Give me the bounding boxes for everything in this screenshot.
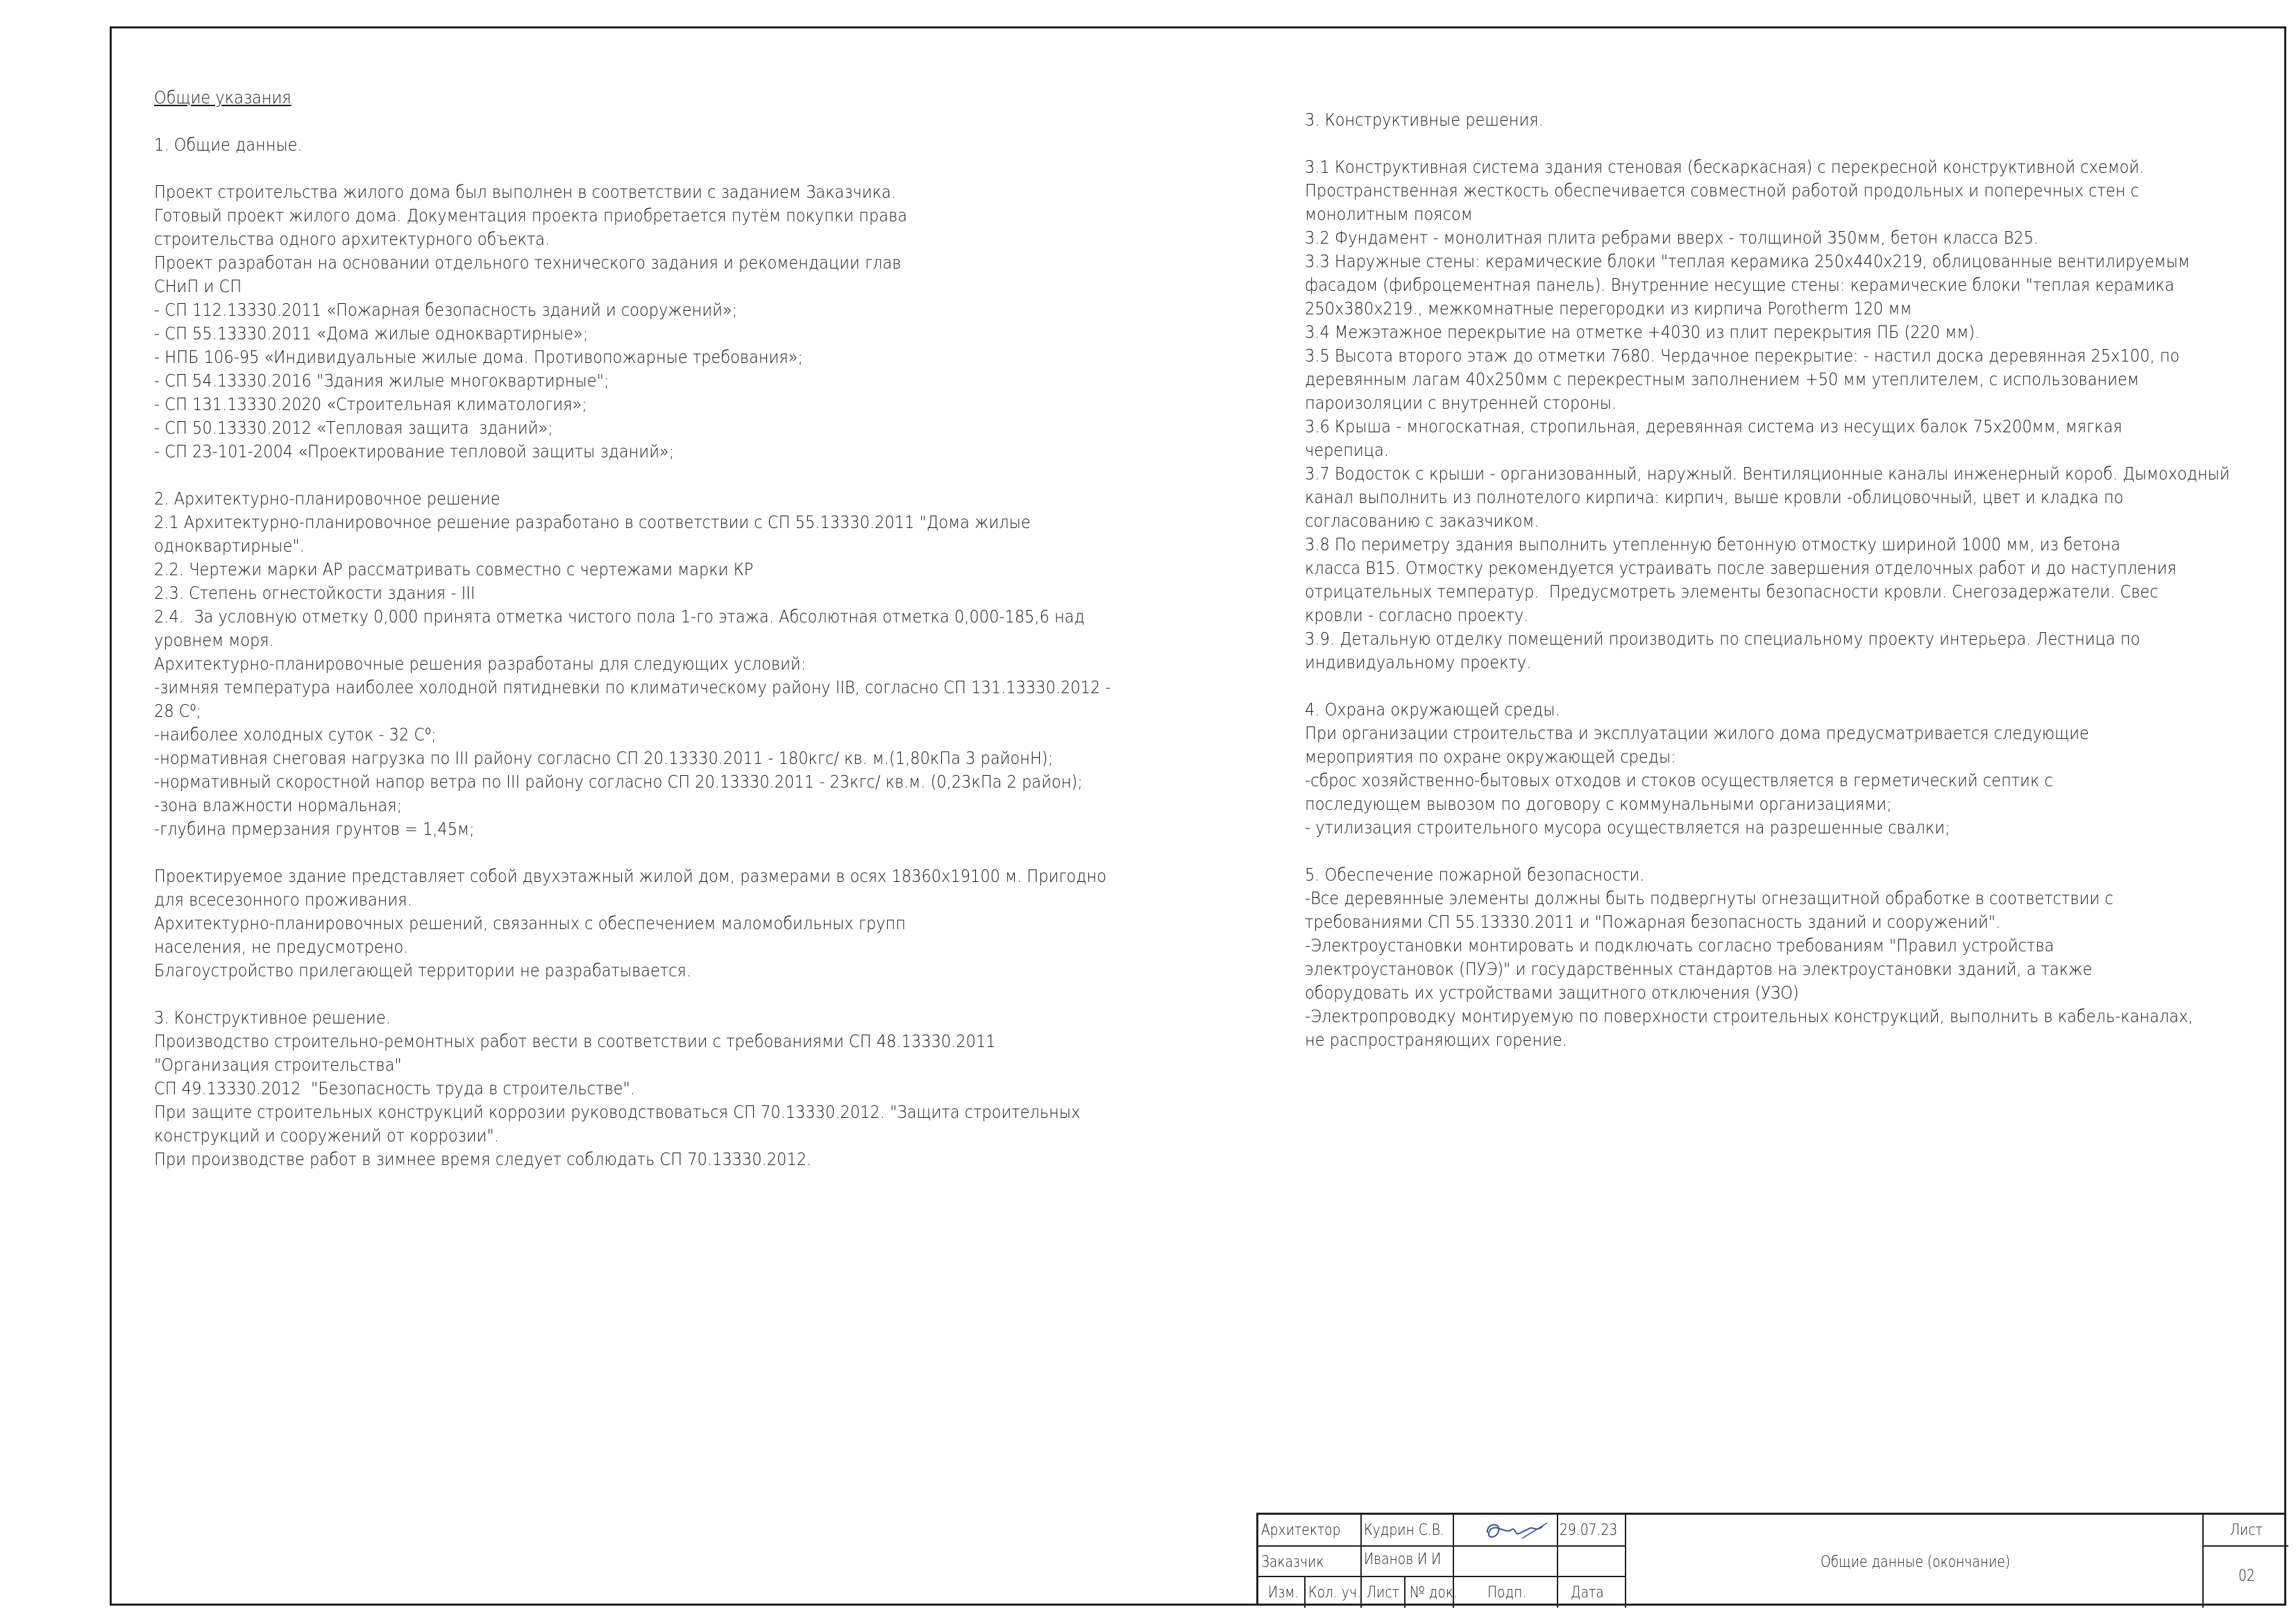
text-line: - СП 50.13330.2012 «Тепловая защита зданий»; [154, 418, 553, 438]
text-line: Проект разработан на основании отдельного технического задания и рекомендации глав [154, 253, 902, 273]
text-line: -зимняя температура наиболее холодной пятидневки по климатическому району IIВ, согласно СП 131.13330.2012 - [154, 677, 1111, 697]
text-line: 1. Общие данные. [154, 135, 303, 155]
text-line: Архитектурно-планировочных решений, связанных с обеспечением маломобильных групп [154, 913, 906, 933]
text-line: - СП 54.13330.2016 "Здания жилые многоквартирные"; [154, 371, 609, 391]
text-line: отрицательных температур. Предусмотреть элементы безопасности кровли. Снегозадержатели. Свес [1305, 581, 2159, 602]
text-line: Проект строительства жилого дома был выполнен в соответствии с заданием Заказчика. [154, 182, 896, 202]
sign-date: 29.07.23 [1560, 1522, 1618, 1539]
text-line: При производстве работ в зимнее время следует соблюдать СП 70.13330.2012. [154, 1149, 812, 1169]
col-data: Дата [1571, 1584, 1604, 1601]
text-line: При защите строительных конструкций коррозии руководствоваться СП 70.13330.2012. "Защита строительных [154, 1102, 1081, 1122]
text-line: -сброс хозяйственно-бытовых отходов и стоков осуществляется в герметический септик с [1305, 770, 2053, 790]
text-line: кровли - согласно проекту. [1305, 605, 1529, 625]
text-line: класса В15. Отмостку рекомендуется устраивать после завершения отделочных работ и до наступления [1305, 558, 2177, 578]
text-line: 3.7 Водосток с крыши - организованный, наружный. Вентиляционные каналы инженерный короб. Дымоходный [1305, 464, 2230, 484]
blank-line [1305, 840, 2296, 863]
text-line: 250х380х219., межкомнатные перегородки из кирпича Porotherm 120 мм [1305, 298, 1912, 318]
text-line: Пространственная жесткость обеспечивается совместной работой продольных и поперечных стен с [1305, 180, 2139, 201]
text-line: строительства одного архитектурного объекта. [154, 229, 550, 249]
text-line: - СП 55.13330.2011 «Дома жилые одноквартирные»; [154, 323, 589, 343]
text-line: мероприятия по охране окружающей среды: [1305, 747, 1676, 767]
text-line: 28 С⁰; [154, 701, 202, 721]
text-line: 3.1 Конструктивная система здания стеновая (бескаркасная) с перекресной конструктивной схемой. [1305, 157, 2145, 177]
text-line: одноквартирные". [154, 536, 305, 556]
text-line: 2.3. Степень огнестойкости здания - III [154, 583, 475, 603]
text-line: 3.8 По периметру здания выполнить утепленную бетонную отмостку шириной 1000 мм, из бетона [1305, 534, 2121, 554]
text-line: - СП 112.13330.2011 «Пожарная безопасность зданий и сооружений»; [154, 300, 738, 320]
sheet-label: Лист [2230, 1522, 2263, 1539]
name-architect: Кудрин С.В. [1364, 1522, 1444, 1539]
col-doc: № док. [1410, 1584, 1458, 1601]
role-customer: Заказчик [1261, 1554, 1324, 1571]
col-izm: Изм. [1268, 1584, 1299, 1601]
text-line: - СП 131.13330.2020 «Строительная климатология»; [154, 394, 587, 414]
text-line: - утилизация строительного мусора осуществляется на разрешенные свалки; [1305, 817, 1950, 838]
sheet-number: 02 [2238, 1567, 2255, 1585]
text-line: -нормативная снеговая нагрузка по III району согласно СП 20.13330.2011 - 180кгс/ кв. м.(1,80кПа 3 районН); [154, 748, 1054, 768]
text-line: черепица. [1305, 440, 1390, 460]
text-line: - СП 23-101-2004 «Проектирование тепловой защиты зданий»; [154, 441, 675, 461]
text-line: последующем вывозом по договору с коммунальными организациями; [1305, 794, 1892, 814]
text-line: Благоустройство прилегающей территории не разрабатывается. [154, 960, 692, 980]
name-customer: Иванов И И [1364, 1551, 1442, 1568]
text-line: -наиболее холодных суток - 32 С⁰; [154, 724, 437, 745]
text-line: населения, не предусмотрено. [154, 937, 409, 957]
text-line: Проектируемое здание представляет собой двухэтажный жилой дом, размерами в осях 18360х19100 м. Пригодно [154, 866, 1106, 886]
text-line: -нормативный скоростной напор ветра по III району согласно СП 20.13330.2011 - 23кгс/ кв.м. (0,23кПа 2 район); [154, 772, 1083, 792]
text-line: 4. Охрана окружающей среды. [1305, 699, 1560, 720]
right-text-column [1305, 108, 2296, 1052]
signature-image [1480, 1518, 1550, 1545]
text-line: -Электропроводку монтируемую по поверхности строительных конструкций, выполнить в кабель-каналах, [1305, 1006, 2193, 1026]
page-heading: Общие указания [154, 87, 292, 108]
text-line: -зона влажности нормальная; [154, 795, 403, 815]
text-line: 3.3 Наружные стены: керамические блоки "теплая керамика 250х440х219, облицованные вентилируемым [1305, 251, 2190, 271]
text-line: 3.4 Межэтажное перекрытие на отметке +4030 из плит перекрытия ПБ (220 мм). [1305, 322, 1980, 342]
text-line: уровнем моря. [154, 630, 274, 650]
text-line: -Все деревянные элементы должны быть подвергнуты огнезащитной обработке в соответствии с [1305, 888, 2113, 908]
blank-line [154, 464, 1247, 487]
text-line: "Организация строительства" [154, 1055, 402, 1075]
col-kol: Кол. уч. [1308, 1584, 1361, 1601]
title-block [1256, 1513, 2286, 1606]
text-line: Архитектурно-планировочные решения разработаны для следующих условий: [154, 654, 807, 674]
text-line: 3.9. Детальную отделку помещений производить по специальному проекту интерьера. Лестница по [1305, 629, 2141, 649]
text-line: 3. Конструктивное решение. [154, 1008, 391, 1028]
role-architect: Архитектор [1261, 1522, 1341, 1539]
right-lines [1305, 108, 2296, 1052]
blank-line [1305, 132, 2296, 155]
text-line: оборудовать их устройствами защитного отключения (УЗО) [1305, 983, 1799, 1003]
text-line: требованиями СП 55.13330.2011 и "Пожарная безопасность зданий и сооружений". [1305, 912, 2001, 932]
text-line: 2. Архитектурно-планировочное решение [154, 488, 500, 509]
text-line: фасадом (фиброцементная панель). Внутренние несущие стены: керамические блоки "теплая керамика [1305, 275, 2175, 295]
text-line: канал выполнить из полнотелого кирпича: кирпич, выше кровли -облицовочный, цвет и кладка по [1305, 487, 2124, 507]
text-line: электроустановок (ПУЭ)" и государственных стандартов на электроустановки зданий, а также [1305, 959, 2093, 979]
text-line: 3. Конструктивные решения. [1305, 110, 1544, 130]
text-line: 3.5 Высота второго этаж до отметки 7680. Чердачное перекрытие: - настил доска деревянная 25х100, по [1305, 346, 2180, 366]
text-line: -Электроустановки монтировать и подключать согласно требованиям "Правил устройства [1305, 935, 2054, 955]
text-line: - НПБ 106-95 «Индивидуальные жилые дома. Противопожарные требования»; [154, 347, 804, 367]
blank-line [154, 983, 1247, 1006]
blank-line [1305, 674, 2296, 698]
text-line: СНиП и СП [154, 276, 242, 296]
left-text-column [154, 86, 1247, 1171]
text-line: Производство строительно-ремонтных работ вести в соответствии с требованиями СП 48.13330.2011 [154, 1031, 996, 1051]
text-line: конструкций и сооружений от коррозии". [154, 1125, 499, 1146]
sheet-title: Общие данные (окончание) [1821, 1554, 2011, 1571]
text-line: Готовый проект жилого дома. Документация проекта приобретается путём покупки права [154, 205, 908, 226]
text-line: индивидуальному проекту. [1305, 652, 1532, 672]
text-line: 3.6 Крыша - многоскатная, стропильная, деревянная система из несущих балок 75х200мм, мягкая [1305, 416, 2122, 436]
text-line: монолитным поясом [1305, 204, 1473, 224]
col-list: Лист [1367, 1584, 1399, 1601]
col-podp: Подп. [1487, 1584, 1527, 1601]
text-line: 2.1 Архитектурно-планировочное решение разработано в соответствии с СП 55.13330.2011 "Дома жилые [154, 512, 1031, 532]
text-line: для всесезонного проживания. [154, 890, 412, 910]
text-line: согласованию с заказчиком. [1305, 511, 1539, 531]
text-line: 2.2. Чертежи марки АР рассматривать совместно с чертежами марки КР [154, 559, 754, 579]
text-line: не распространяющих горение. [1305, 1030, 1567, 1050]
text-line: СП 49.13330.2012 "Безопасность труда в строительстве". [154, 1078, 636, 1098]
text-line: пароизоляции с внутренней стороны. [1305, 393, 1617, 413]
text-line: -глубина прмерзания грунтов = 1,45м; [154, 819, 475, 839]
text-line: 3.2 Фундамент - монолитная плита ребрами вверх - толщиной 350мм, бетон класса В25. [1305, 228, 2039, 248]
blank-line [154, 157, 1247, 180]
text-line: 2.4. За условную отметку 0,000 принята отметка чистого пола 1-го этажа. Абсолютная отметка 0,000-185,6 над [154, 606, 1085, 627]
text-line: При организации строительства и эксплуатации жилого дома предусматривается следующие [1305, 723, 2089, 743]
text-line: деревянным лагам 40х250мм с перекрестным заполнением +50 мм утеплителем, с использованием [1305, 369, 2139, 389]
text-line: 5. Обеспечение пожарной безопасности. [1305, 865, 1645, 885]
blank-line [154, 841, 1247, 865]
left-lines [154, 133, 1247, 1171]
